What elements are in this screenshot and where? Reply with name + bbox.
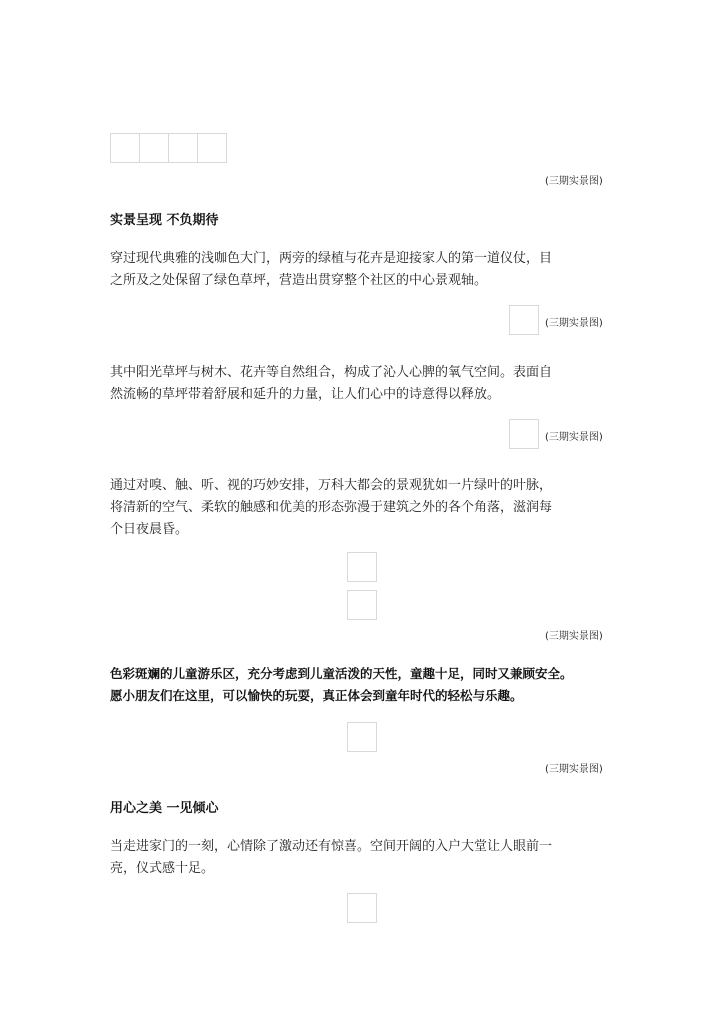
paragraph-line: 当走进家门的一刻，心情除了激动还有惊喜。空间开阔的入户大堂让人眼前一 [110,839,553,854]
image-placeholder [110,133,140,163]
image-placeholder [347,722,377,752]
image-caption: (三期实景图) [545,318,603,329]
image-placeholder [347,552,377,582]
paragraph-line: 将清新的空气、柔软的触感和优美的形态弥漫于建筑之外的各个角落，滋润每 [110,500,553,515]
paragraph-line: 愿小朋友们在这里，可以愉快的玩耍，真正体会到童年时代的轻松与乐趣。 [110,688,523,703]
image-placeholder [509,305,539,335]
image-placeholder [168,133,198,163]
paragraph [110,475,610,541]
paragraph-line: 色彩斑斓的儿童游乐区，充分考虑到儿童活泼的天性，童趣十足，同时又兼顾安全。 [110,666,573,681]
image-placeholder [347,590,377,620]
image-caption: (三期实景图) [545,432,603,443]
paragraph-line: 然流畅的草坪带着舒展和延升的力量，让人们心中的诗意得以释放。 [110,387,501,402]
image-caption: (三期实景图) [545,764,603,775]
paragraph-line: 穿过现代典雅的浅咖色大门，两旁的绿植与花卉是迎接家人的第一道仪仗，目 [110,251,553,266]
paragraph [110,836,610,880]
section-heading: 实景呈现 不负期待 [110,213,219,228]
section-heading: 用心之美 一见倾心 [110,801,219,816]
paragraph [110,248,610,292]
paragraph-line: 个日夜晨昏。 [110,522,189,537]
paragraph-bold [110,663,615,707]
image-caption: (三期实景图) [545,176,603,187]
image-placeholder [509,419,539,449]
image-placeholder [197,133,227,163]
paragraph-line: 之所及之处保留了绿色草坪，营造出贯穿整个社区的中心景观轴。 [110,273,488,288]
image-placeholder [139,133,169,163]
paragraph-line: 通过对嗅、触、听、视的巧妙安排，万科大都会的景观犹如一片绿叶的叶脉， [110,478,553,493]
image-caption: (三期实景图) [545,631,603,642]
image-placeholder [347,893,377,923]
paragraph-line: 亮，仪式感十足。 [110,861,215,876]
paragraph-line: 其中阳光草坪与树木、花卉等自然组合，构成了沁人心脾的氧气空间。表面自 [110,365,553,380]
paragraph [110,362,610,406]
